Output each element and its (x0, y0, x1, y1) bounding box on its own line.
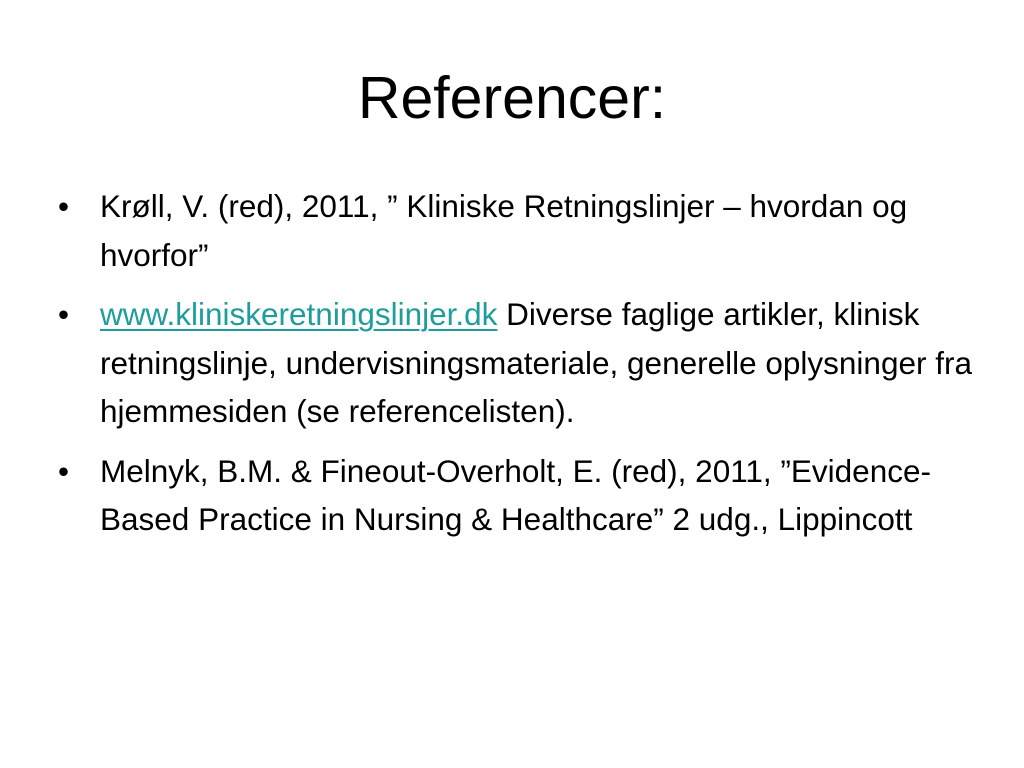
bullet-icon: • (58, 188, 70, 224)
reference-item-1 (58, 182, 978, 279)
bullet-icon: • (58, 296, 70, 332)
slide-title: Referencer: (357, 65, 667, 131)
reference-item-3 (58, 447, 978, 544)
bullet-icon: • (58, 452, 70, 489)
reference-text-2: Diverse faglige artikler, klinisk retningslinje, undervisningsmateriale, generelle oplysninger fra hjemmesiden (se referencelisten). (100, 296, 972, 429)
reference-list (58, 182, 978, 555)
reference-text-3: Melnyk, B.M. & Fineout-Overholt, E. (red), 2011, ”Evidence-Based Practice in Nursing & Healthcare” 2 udg., Lippincott (100, 452, 931, 537)
reference-link-kliniskeretningslinjer[interactable]: www.kliniskeretningslinjer.dk (100, 296, 498, 332)
reference-text-1: Krøll, V. (red), 2011, ” Kliniske Retningslinjer – hvordan og hvorfor” (100, 188, 908, 273)
reference-item-2 (58, 290, 978, 436)
